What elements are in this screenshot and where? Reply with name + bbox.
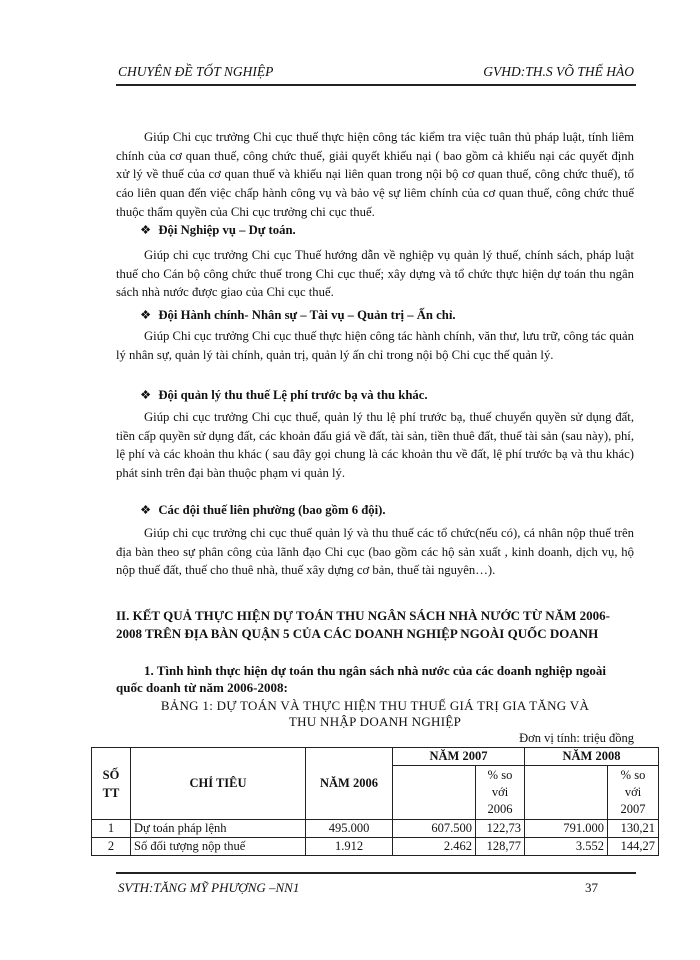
paragraph-nghiep-vu: Giúp chi cục trưởng Chi cục Thuế hướng dẫn về nghiệp vụ quản lý thuế, chính sách, pháp luật thuế cho Cán bộ công chức thuế trong Chi cục thuế; xây dựng và tổ chức thực hiện dự toán thu ngân sách nhà nước được giao của Chi cục thuế. — [116, 248, 634, 300]
bullet-le-phi: ❖ Đội quản lý thu thuế Lệ phí trước bạ và thu khác. — [140, 388, 428, 402]
paragraph-le-phi: Giúp chi cục trưởng Chi cục thuế, quản lý thu lệ phí trước bạ, thuế chuyển quyền sử dụng đất, tiền cấp quyền sử dụng đất, các khoản đấu giá về đất, tài sản, tiền thuê đất, thuế tài sản (sau này), phí, lệ phí và các khoản thu khác ( sau đây gọi chung là các khoản thu về đất, lệ phí trước bạ và thu khác) phát sinh trên đại bàn thuộc phạm vi quản lý. — [116, 410, 634, 481]
header-pct-2008: % so với 2007 — [608, 766, 659, 820]
header-title: CHUYÊN ĐỀ TỐT NGHIỆP — [118, 64, 274, 79]
table-caption-line1: BẢNG 1: DỰ TOÁN VÀ THỰC HIỆN THU THUẾ GIÁ TRỊ GIA TĂNG VÀ — [160, 698, 590, 713]
section-title: II. KẾT QUẢ THỰC HIỆN DỰ TOÁN THU NGÂN SÁCH NHÀ NƯỚC TỪ NĂM 2006-2008 TRÊN ĐỊA BÀN QUẬN 5 CỦA CÁC DOANH NGHIỆP NGOÀI QUỐC DOANH — [116, 608, 610, 641]
page-header — [116, 62, 636, 86]
diamond-bullet-icon: ❖ — [140, 388, 152, 402]
diamond-bullet-icon: ❖ — [140, 223, 152, 237]
diamond-bullet-icon: ❖ — [140, 503, 152, 517]
header-advisor: GVHD:TH.S VÕ THẾ HÀO — [483, 64, 634, 79]
table-caption-line2: THU NHẬP DOANH NGHIỆP — [288, 714, 462, 729]
subsection-title: 1. Tình hình thực hiện dự toán thu ngân sách nhà nước của các doanh nghiệp ngoài quốc doanh từ năm 2006-2008: — [116, 663, 607, 695]
paragraph-lien-phuong: Giúp chi cục trưởng chi cục thuế quản lý và thu thuế các tổ chức(nếu có), cá nhân nộp thuế trên địa bàn theo sự phân công của lãnh đạo Chi cục (bao gồm các hộ sản xuất , kinh doanh, dịch vụ, hộ nộp thuế đất, thuế cho thuê nhà, thuế xây dựng cơ bản, thuế tài nguyên…). — [116, 526, 634, 578]
header-pct-2007: % so với 2006 — [476, 766, 525, 820]
paragraph-hanh-chinh: Giúp Chi cục trưởng Chi cục thuế thực hiện công tác hành chính, văn thư, lưu trữ, công tác quản lý nhân sự, quản lý tài chính, quản trị, quản lý ấn chỉ trong nội bộ Chi cục thế quản lý. — [116, 329, 634, 362]
footer-author: SVTH:TĂNG MỸ PHƯỢNG –NN1 — [118, 880, 300, 895]
header-2008: NĂM 2008 — [525, 748, 659, 766]
table-row: 1 Dự toán pháp lệnh 495.000 607.500 122,73 791.000 130,21 — [92, 820, 659, 838]
header-2007: NĂM 2007 — [393, 748, 525, 766]
paragraph-inspection: Giúp Chi cục trưởng Chi cục thuế thực hiện công tác kiểm tra việc tuân thủ pháp luật, tính liêm chính của cơ quan thuế, công chức thuế, giải quyết khiếu nại ( bao gồm cả khiếu nại các quyết định xử lý về thuế của cơ quan thuế và khiếu nại liên quan trong nội bộ cơ quan thuế, công chức thuế), tố cáo liên quan đến việc chấp hành công vụ và bảo vệ sự liêm chính của cơ quan thuế, công chức thuế thuộc thẩm quyền của Chi cục trưởng chi cục thuế. — [116, 130, 634, 219]
header-chi-tieu: CHỈ TIÊU — [131, 748, 306, 820]
page-footer — [116, 872, 636, 896]
table-row: 2 Số đối tượng nộp thuế 1.912 2.462 128,77 3.552 144,27 — [92, 838, 659, 856]
page-number: 37 — [585, 880, 598, 895]
header-2008-value — [525, 766, 608, 820]
bullet-nghiep-vu: ❖ Đội Nghiệp vụ – Dự toán. — [140, 223, 296, 237]
bullet-hanh-chinh: ❖ Đội Hành chính- Nhân sự – Tài vụ – Quản trị – Ấn chỉ. — [140, 308, 456, 322]
bullet-lien-phuong: ❖ Các đội thuế liên phường (bao gồm 6 đội). — [140, 503, 386, 517]
header-2007-value — [393, 766, 476, 820]
header-2006: NĂM 2006 — [306, 748, 393, 820]
diamond-bullet-icon: ❖ — [140, 308, 152, 322]
unit-label: Đơn vị tính: triệu đồng — [519, 731, 634, 745]
budget-table — [91, 747, 659, 856]
header-stt: SỐ TT — [92, 748, 131, 820]
